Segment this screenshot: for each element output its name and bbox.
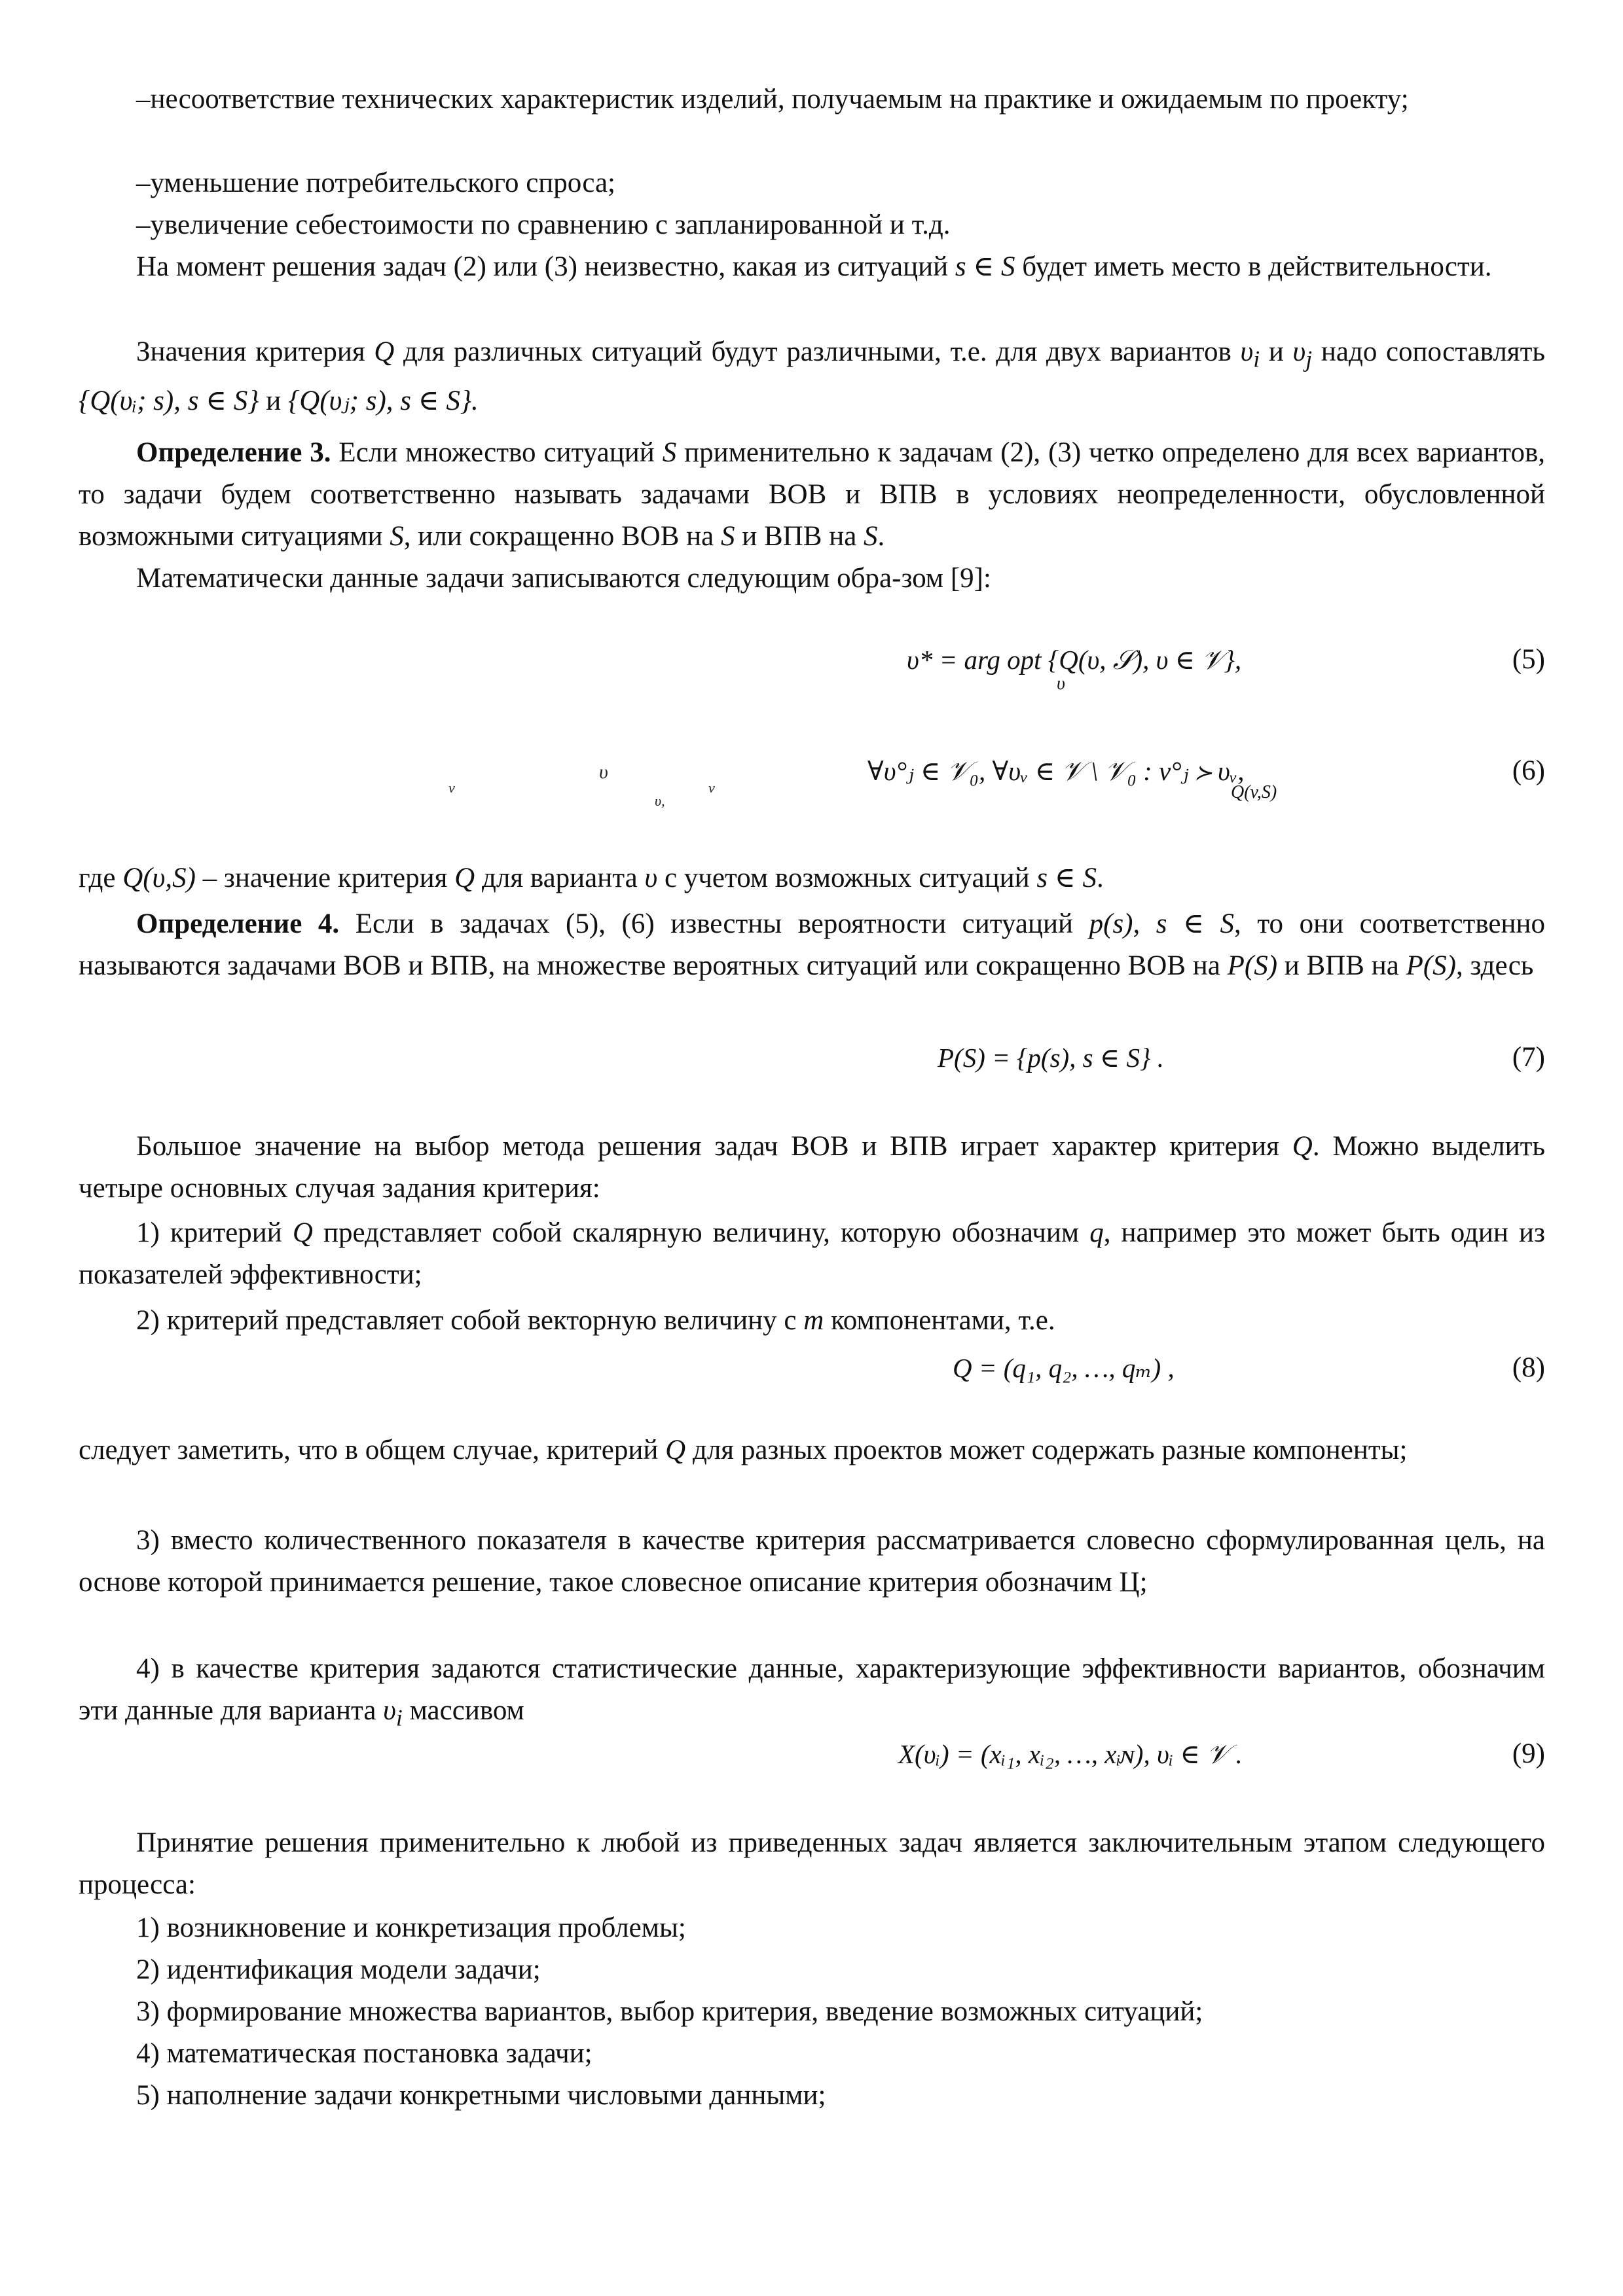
math-inline: Q bbox=[1292, 1131, 1313, 1162]
text: , например это может быть один из показателей эффективности; bbox=[79, 1217, 1546, 1290]
math-inline: S bbox=[721, 521, 735, 552]
list-item: –несоответствие технических характеристик изделий, получаемым на практике и ожидаемым по проекту; bbox=[136, 84, 1409, 115]
math-subscript: i bbox=[1253, 346, 1260, 372]
math-subscript: i bbox=[395, 1704, 403, 1731]
text: , здесь bbox=[1455, 950, 1534, 981]
equation-number: (5) bbox=[1512, 644, 1545, 675]
process-step: 2) идентификация модели задачи; bbox=[136, 1954, 541, 1985]
text: для разных проектов может содержать разные компоненты; bbox=[692, 1435, 1408, 1465]
math-inline: s ∈ S bbox=[1036, 863, 1097, 893]
math-inline: m bbox=[803, 1305, 824, 1336]
math-inline: P(S) bbox=[1227, 950, 1278, 981]
text: , то они соответственно называются задачами ВОВ и ВПВ, на множестве вероятных ситуаций или сокращенно ВОВ на bbox=[79, 908, 1545, 981]
equation-5 bbox=[907, 641, 1241, 678]
process-step: 1) возникновение и конкретизация проблемы; bbox=[136, 1912, 686, 1943]
text: будет иметь место в действительности. bbox=[1022, 251, 1492, 282]
math-inline: S bbox=[662, 437, 677, 468]
list-item bbox=[79, 1300, 1545, 1342]
equation-formula: P(S) = {p(s), s ∈ S} . bbox=[938, 1043, 1164, 1073]
math-inline: υ bbox=[644, 863, 658, 893]
math-inline: S bbox=[864, 521, 878, 552]
definition-4 bbox=[79, 903, 1545, 987]
math-inline: s ∈ S bbox=[955, 251, 1015, 282]
list-item: –увеличение себестоимости по сравнению с запланированной и т.д. bbox=[136, 209, 951, 240]
paragraph-where bbox=[79, 857, 1545, 899]
equation-formula: Q = (q₁, q₂, …, qₘ) , bbox=[953, 1353, 1175, 1383]
text: следует заметить, что в общем случае, критерий bbox=[79, 1435, 659, 1465]
text: и ВПВ на bbox=[742, 521, 857, 552]
math-inline: p(s), s ∈ S bbox=[1089, 908, 1234, 939]
math-subscript: j bbox=[1305, 346, 1313, 372]
paragraph-math: Математически данные задачи записываются следующим обра-зом [9]: bbox=[136, 563, 991, 594]
list-item: 3) вместо количественного показателя в качестве критерия рассматривается словесно сформулированная цель, на основе которой принимается решение, такое словесное описание критерия обозначим Ц; bbox=[79, 1525, 1545, 1598]
equation-number: (6) bbox=[1512, 755, 1545, 786]
text: для различных ситуаций будут различными, т.е. для двух вариантов bbox=[403, 336, 1231, 367]
equation-number: (7) bbox=[1512, 1042, 1545, 1073]
definition-3 bbox=[79, 432, 1545, 558]
text: . Можно выделить четыре основных случая задания критерия: bbox=[79, 1131, 1546, 1204]
math-inline: Q bbox=[454, 863, 475, 893]
math-inline: Q bbox=[292, 1217, 313, 1248]
process-step: 5) наполнение задачи конкретными числовыми данными; bbox=[136, 2080, 826, 2111]
text: Если множество ситуаций bbox=[338, 437, 655, 468]
equation-5-under: υ bbox=[1057, 673, 1065, 694]
math-inline: {Q(υᵢ; s), s ∈ S} bbox=[79, 385, 259, 416]
equation-8 bbox=[953, 1350, 1175, 1386]
text: 2) критерий представляет собой векторную величину с bbox=[136, 1305, 797, 1336]
equation-formula: υ* = arg opt {Q(υ, 𝒮), υ ∈ 𝒱}, bbox=[907, 645, 1242, 675]
equation-7 bbox=[938, 1039, 1164, 1076]
paragraph-decision: Принятие решения применительно к любой из приведенных задач является заключительным этапом следующего процесса: bbox=[79, 1827, 1545, 1900]
equation-formula: X(υᵢ) = (xᵢ₁, xᵢ₂, …, xᵢɴ), υᵢ ∈ 𝒱 . bbox=[898, 1739, 1243, 1769]
math-inline: q bbox=[1089, 1217, 1104, 1248]
text: применительно к задачам (2), (3) четко определено для всех вариантов, то задачи будем соответственно называть задачами ВОВ и ВПВ в условиях неопределенности, обусловленной возможными ситуациями bbox=[79, 437, 1546, 552]
math-inline bbox=[383, 1695, 403, 1731]
definition-label: Определение 4. bbox=[136, 908, 340, 939]
text: 1) критерий bbox=[136, 1217, 282, 1248]
text: с учетом возможных ситуаций bbox=[664, 863, 1030, 893]
text: представляет собой скалярную величину, которую обозначим bbox=[323, 1217, 1080, 1248]
text: . bbox=[877, 521, 885, 552]
artifact-mark: υ, bbox=[655, 793, 665, 809]
process-step: 3) формирование множества вариантов, выбор критерия, введение возможных ситуаций; bbox=[136, 1996, 1203, 2027]
text: Значения критерия bbox=[136, 336, 365, 367]
text: . bbox=[1096, 863, 1104, 893]
math-inline: Q bbox=[665, 1435, 686, 1465]
list-item bbox=[79, 1648, 1545, 1739]
math-inline bbox=[1292, 336, 1313, 372]
list-item bbox=[79, 1212, 1545, 1296]
text: и bbox=[266, 385, 282, 416]
text: 4) в качестве критерия задаются статистические данные, характеризующие эффективности вариантов, обозначим эти данные для варианта bbox=[79, 1653, 1545, 1726]
math-symbol: υ bbox=[383, 1695, 396, 1726]
artifact-mark: v bbox=[448, 780, 455, 796]
list-item: –уменьшение потребительского спроса; bbox=[136, 168, 616, 198]
text: и bbox=[1268, 336, 1284, 367]
paragraph-moment bbox=[79, 246, 1545, 288]
equation-6 bbox=[867, 753, 1245, 789]
paragraph-note bbox=[79, 1429, 1545, 1471]
math-inline: S bbox=[390, 521, 404, 552]
paragraph-big bbox=[79, 1126, 1545, 1210]
text: , или сокращенно ВОВ на bbox=[403, 521, 714, 552]
text: Если в задачах (5), (6) известны вероятности ситуаций bbox=[355, 908, 1074, 939]
definition-label: Определение 3. bbox=[136, 437, 331, 468]
math-inline: Q bbox=[374, 336, 395, 367]
math-symbol: υ bbox=[1292, 336, 1306, 367]
math-inline: {Q(υⱼ; s), s ∈ S}. bbox=[288, 385, 479, 416]
equation-number: (9) bbox=[1512, 1738, 1545, 1769]
artifact-mark: v bbox=[708, 780, 715, 796]
math-inline: P(S) bbox=[1406, 950, 1456, 981]
text: и ВПВ на bbox=[1284, 950, 1399, 981]
equation-9 bbox=[898, 1736, 1243, 1772]
equation-number: (8) bbox=[1512, 1352, 1545, 1383]
text: На момент решения задач (2) или (3) неизвестно, какая из ситуаций bbox=[136, 251, 949, 282]
math-inline bbox=[1240, 336, 1260, 372]
text: компонентами, т.е. bbox=[831, 1305, 1055, 1336]
text: массивом bbox=[409, 1695, 524, 1726]
artifact-mark: υ bbox=[599, 761, 608, 783]
equation-6-under: Q(v,S) bbox=[1231, 782, 1277, 802]
math-inline: Q(υ,S) bbox=[122, 863, 196, 893]
text: где bbox=[79, 863, 116, 893]
text: для варианта bbox=[481, 863, 638, 893]
text: надо сопоставлять bbox=[1321, 336, 1545, 367]
paragraph-values bbox=[79, 331, 1545, 422]
text: Большое значение на выбор метода решения задач ВОВ и ВПВ играет характер критерия bbox=[136, 1131, 1279, 1162]
text: – значение критерия bbox=[202, 863, 448, 893]
process-step: 4) математическая постановка задачи; bbox=[136, 2038, 593, 2069]
equation-formula: ∀υ°ⱼ ∈ 𝒱₀, ∀υᵥ ∈ 𝒱 \ 𝒱₀ : v°ⱼ ≻ υᵥ, bbox=[867, 756, 1245, 786]
math-symbol: υ bbox=[1240, 336, 1254, 367]
